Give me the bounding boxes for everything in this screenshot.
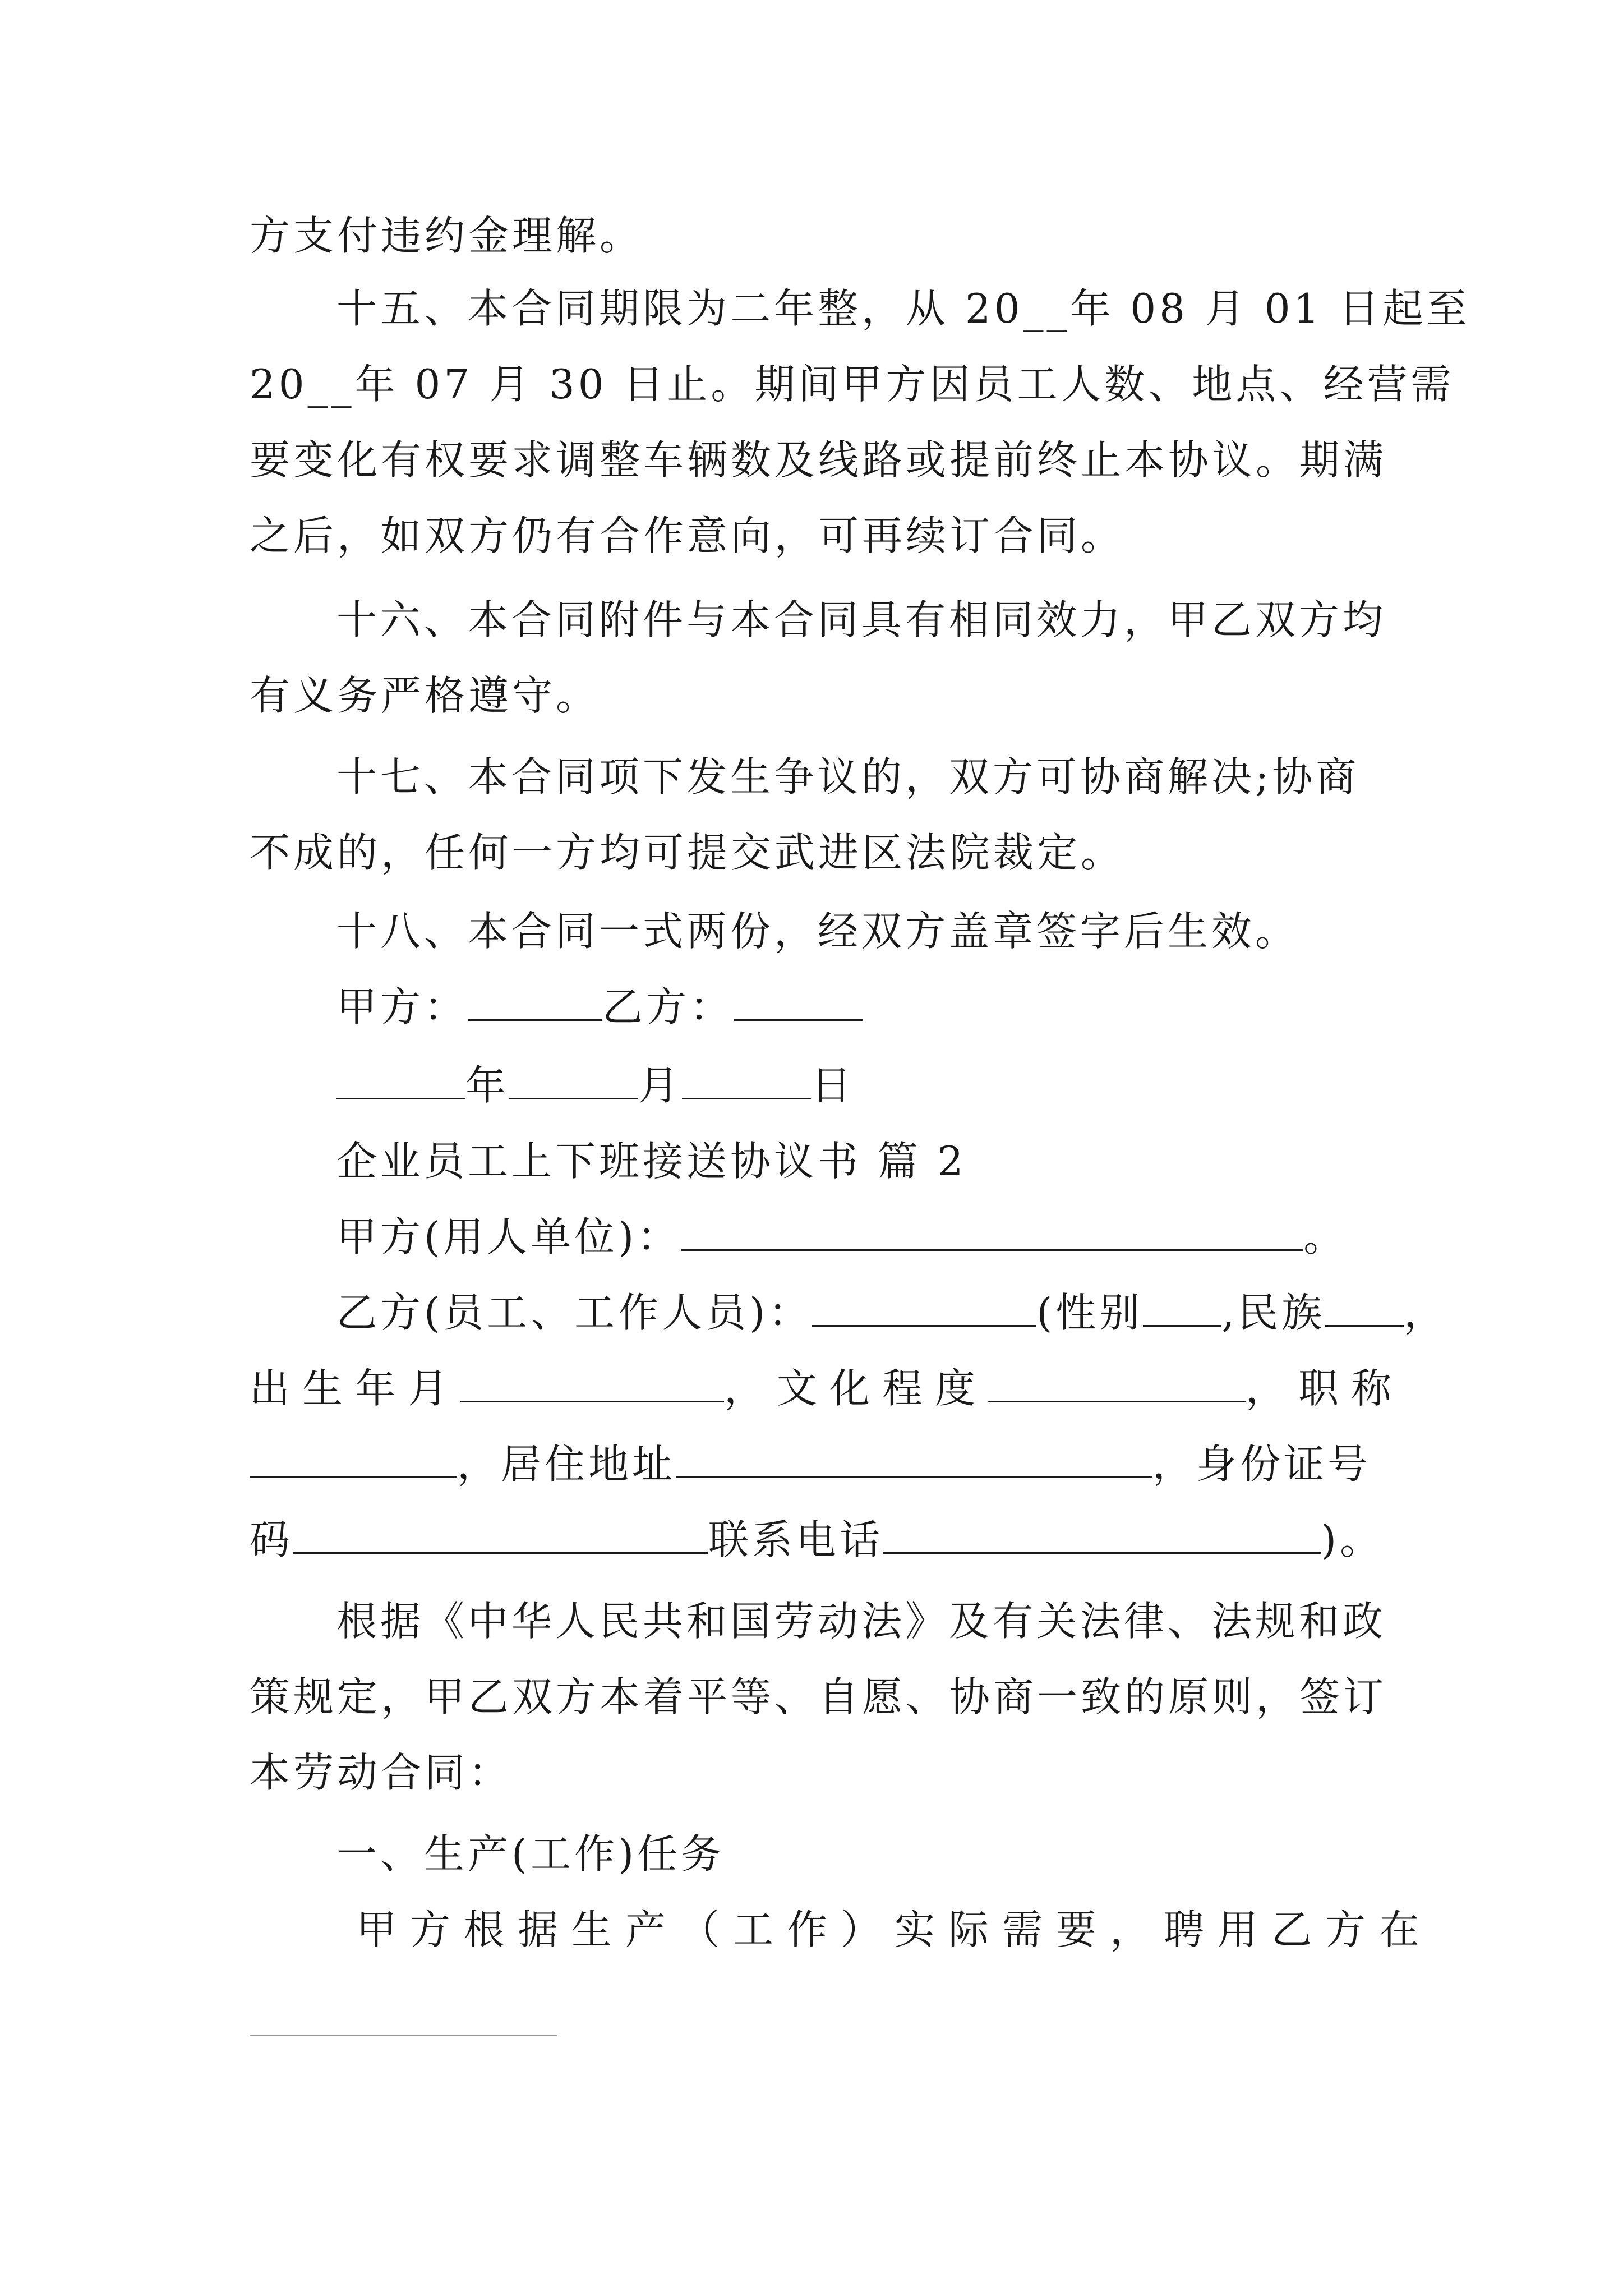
clause-15-line-4: 之后，如双方仍有合作意向，可再续订合同。 <box>250 512 1125 559</box>
clause-15-line-2: 20__年 07 月 30 日止。期间甲方因员工人数、地点、经营需 <box>250 361 1455 408</box>
party-a-line <box>336 1209 1394 1265</box>
month-blank <box>509 1060 638 1099</box>
party-a-sign-blank <box>468 981 602 1021</box>
signature-line <box>336 979 1394 1035</box>
birth-label: 出生年月 <box>250 1365 461 1412</box>
phone-end: )。 <box>1321 1516 1384 1563</box>
date-day-label: 日 <box>811 1062 855 1109</box>
job-title-label: ，职称 <box>1246 1365 1404 1412</box>
id-blank <box>293 1514 708 1554</box>
phone-label: 联系电话 <box>708 1516 884 1563</box>
section-heading-1: 一、生产(工作)任务 <box>336 1830 725 1878</box>
section-title: 企业员工上下班接送协议书 篇 2 <box>336 1138 967 1185</box>
party-b-label: 乙方(员工、工作人员)： <box>336 1289 813 1336</box>
clause-18-line: 十八、本合同一式两份，经双方盖章签字后生效。 <box>336 908 1299 955</box>
day-blank <box>682 1060 811 1099</box>
clause-16-line-1: 十六、本合同附件与本合同具有相同效力，甲乙双方均 <box>336 596 1387 643</box>
law-paragraph-line-3: 本劳动合同： <box>250 1749 513 1796</box>
birth-blank <box>460 1363 724 1402</box>
party-b-line-3 <box>250 1436 1394 1492</box>
address-label: ，居住地址 <box>457 1441 676 1488</box>
party-b-line-2 <box>250 1360 1404 1416</box>
paragraph-line: 方支付违约金理解。 <box>250 212 644 259</box>
party-b-sign-blank <box>734 981 863 1021</box>
footnote-divider <box>250 2035 557 2036</box>
party-a-sign-label: 甲方： <box>336 983 468 1030</box>
party-a-blank <box>681 1211 1303 1251</box>
clause-15-line-1: 十五、本合同期限为二年整，从 20__年 08 月 01 日起至 <box>336 285 1470 332</box>
education-label: ，文化程度 <box>724 1365 988 1412</box>
law-paragraph-line-1: 根据《中华人民共和国劳动法》及有关法律、法规和政 <box>336 1598 1387 1645</box>
date-month-label: 月 <box>638 1062 683 1109</box>
id-label-cont: 码 <box>250 1516 294 1563</box>
phone-blank <box>883 1514 1321 1554</box>
clause-17-line-1: 十七、本合同项下发生争议的，双方可协商解决;协商 <box>336 753 1360 800</box>
party-a-label: 甲方(用人单位)： <box>336 1213 681 1260</box>
education-blank <box>988 1363 1246 1402</box>
gender-blank <box>1143 1287 1221 1327</box>
party-b-line-4 <box>250 1512 1394 1568</box>
party-a-end: 。 <box>1303 1213 1348 1260</box>
clause-16-line-2: 有义务严格遵守。 <box>250 672 600 719</box>
party-b-line-1 <box>336 1285 1448 1341</box>
id-label: ，身份证号 <box>1152 1441 1372 1488</box>
ethnic-blank <box>1325 1287 1404 1327</box>
task-paragraph-line-1: 甲方根据生产（工作）实际需要，聘用乙方在 <box>356 1906 1433 1953</box>
address-blank <box>676 1438 1152 1478</box>
year-blank <box>336 1060 465 1099</box>
law-paragraph-line-2: 策规定，甲乙双方本着平等、自愿、协商一致的原则，签订 <box>250 1673 1387 1720</box>
party-b-name-blank <box>812 1287 1036 1327</box>
party-b-gender-label: (性别 <box>1036 1289 1144 1336</box>
date-line <box>336 1057 1394 1114</box>
date-year-label: 年 <box>465 1062 510 1109</box>
party-b-ethnic-label: ,民族 <box>1221 1289 1326 1336</box>
party-b-sign-label: 乙方： <box>602 983 734 1030</box>
party-b-comma: ， <box>1404 1289 1448 1336</box>
clause-15-line-3: 要变化有权要求调整车辆数及线路或提前终止本协议。期满 <box>250 436 1387 484</box>
job-title-blank <box>250 1438 457 1478</box>
clause-17-line-2: 不成的，任何一方均可提交武进区法院裁定。 <box>250 829 1125 876</box>
